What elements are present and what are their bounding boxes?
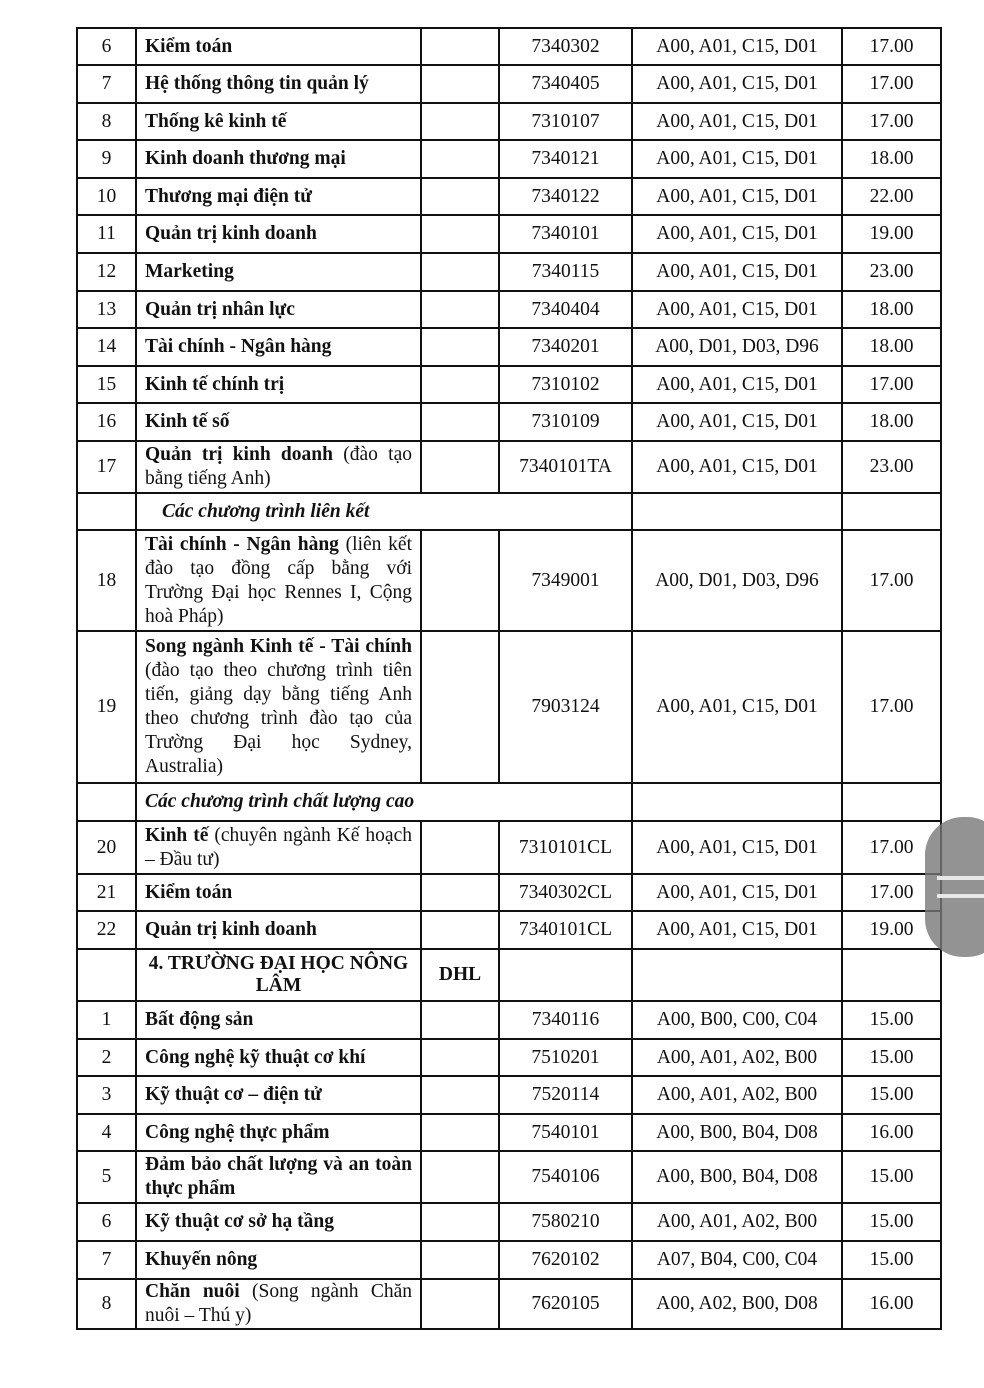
subject-combination: A00, A01, C15, D01 <box>632 178 842 215</box>
major-name: Marketing <box>145 261 234 282</box>
institution-code <box>421 215 499 253</box>
major-name-cell <box>136 403 421 441</box>
cutoff-score: 19.00 <box>842 911 941 949</box>
table-row <box>77 28 941 65</box>
major-code: 7310101CL <box>499 821 632 874</box>
major-note: (Song ngành Chăn nuôi – Thú y) <box>145 1281 412 1326</box>
table-row <box>77 874 941 911</box>
cutoff-score: 18.00 <box>842 328 941 366</box>
subject-combination: A00, A01, C15, D01 <box>632 291 842 328</box>
major-code: 7340101TA <box>499 441 632 493</box>
subject-combination: A00, B00, C00, C04 <box>632 1001 842 1039</box>
major-code: 7340101 <box>499 215 632 253</box>
row-number: 16 <box>77 403 136 441</box>
major-code: 7540101 <box>499 1114 632 1151</box>
table-row <box>77 65 941 103</box>
cutoff-score: 17.00 <box>842 821 941 874</box>
major-code: 7310107 <box>499 103 632 140</box>
major-code: 7340121 <box>499 140 632 178</box>
cutoff-score: 23.00 <box>842 253 941 291</box>
subject-combination: A00, A01, A02, B00 <box>632 1039 842 1076</box>
major-name-cell <box>136 140 421 178</box>
major-name: Thương mại điện tử <box>145 185 312 207</box>
row-number: 19 <box>77 631 136 783</box>
major-name-cell <box>136 1076 421 1114</box>
row-number: 4 <box>77 1114 136 1151</box>
major-name: Quản trị nhân lực <box>145 298 295 320</box>
subject-combination: A07, B04, C00, C04 <box>632 1241 842 1279</box>
section-row <box>77 493 941 530</box>
institution-code <box>421 403 499 441</box>
institution-code <box>421 28 499 65</box>
major-name: Thống kê kinh tế <box>145 110 287 132</box>
major-name-cell <box>136 1001 421 1039</box>
subject-combination: A00, A01, C15, D01 <box>632 253 842 291</box>
major-name: Kỹ thuật cơ sở hạ tầng <box>145 1211 334 1232</box>
cutoff-score: 15.00 <box>842 1241 941 1279</box>
row-number: 17 <box>77 441 136 493</box>
section-row <box>77 783 941 821</box>
table-row <box>77 328 941 366</box>
major-name-cell <box>136 28 421 65</box>
empty-cell <box>77 949 136 1001</box>
subject-combination: A00, B00, B04, D08 <box>632 1114 842 1151</box>
table-row <box>77 911 941 949</box>
major-name-cell <box>136 1114 421 1151</box>
subject-combination: A00, A01, C15, D01 <box>632 441 842 493</box>
institution-code <box>421 1114 499 1151</box>
table-row <box>77 821 941 874</box>
row-number: 15 <box>77 366 136 403</box>
cutoff-score: 15.00 <box>842 1001 941 1039</box>
institution-code <box>421 178 499 215</box>
cutoff-score: 15.00 <box>842 1076 941 1114</box>
major-name-cell <box>136 1241 421 1279</box>
major-name-cell <box>136 1279 421 1329</box>
institution-code <box>421 1203 499 1241</box>
institution-code <box>421 328 499 366</box>
row-number: 11 <box>77 215 136 253</box>
major-code: 7340405 <box>499 65 632 103</box>
cutoff-score: 17.00 <box>842 530 941 631</box>
table-row <box>77 441 941 493</box>
cutoff-score: 19.00 <box>842 215 941 253</box>
row-number: 14 <box>77 328 136 366</box>
section-title: Các chương trình liên kết <box>136 493 632 530</box>
cutoff-score: 16.00 <box>842 1114 941 1151</box>
row-number: 20 <box>77 821 136 874</box>
major-name-cell <box>136 631 421 783</box>
table-row <box>77 1241 941 1279</box>
cutoff-score: 16.00 <box>842 1279 941 1329</box>
major-code: 7620105 <box>499 1279 632 1329</box>
table-row <box>77 291 941 328</box>
cutoff-score: 17.00 <box>842 631 941 783</box>
empty-cell <box>77 783 136 821</box>
major-name-cell <box>136 1039 421 1076</box>
table-row <box>77 140 941 178</box>
row-number: 12 <box>77 253 136 291</box>
subject-combination: A00, A01, A02, B00 <box>632 1076 842 1114</box>
table-row <box>77 1203 941 1241</box>
major-name: Quản trị kinh doanh <box>145 444 333 465</box>
subject-combination: A00, A01, C15, D01 <box>632 874 842 911</box>
institution-code <box>421 1241 499 1279</box>
major-code: 7340302 <box>499 28 632 65</box>
admission-score-table <box>76 27 942 1330</box>
grip-line-icon <box>937 894 984 898</box>
subject-combination: A00, A01, A02, B00 <box>632 1203 842 1241</box>
major-code: 7349001 <box>499 530 632 631</box>
major-code: 7580210 <box>499 1203 632 1241</box>
table-row <box>77 178 941 215</box>
table-row <box>77 366 941 403</box>
table-row <box>77 530 941 631</box>
subject-combination: A00, D01, D03, D96 <box>632 530 842 631</box>
row-number: 8 <box>77 103 136 140</box>
cutoff-score: 17.00 <box>842 28 941 65</box>
institution-code <box>421 366 499 403</box>
cutoff-score: 18.00 <box>842 291 941 328</box>
major-note: (đào tạo bằng tiếng Anh) <box>145 444 412 489</box>
major-name: Chăn nuôi <box>145 1281 240 1302</box>
subject-combination: A00, A01, C15, D01 <box>632 366 842 403</box>
school-row <box>77 949 941 1001</box>
cutoff-score: 18.00 <box>842 140 941 178</box>
major-name: Kỹ thuật cơ – điện tử <box>145 1084 322 1105</box>
row-number: 2 <box>77 1039 136 1076</box>
table-row <box>77 1114 941 1151</box>
major-name-cell <box>136 1151 421 1203</box>
major-name: Kinh doanh thương mại <box>145 148 346 169</box>
major-code: 7310102 <box>499 366 632 403</box>
major-code: 7340116 <box>499 1001 632 1039</box>
major-code: 7903124 <box>499 631 632 783</box>
table-row <box>77 1001 941 1039</box>
major-name-cell <box>136 65 421 103</box>
empty-cell <box>632 949 842 1001</box>
empty-cell <box>632 493 842 530</box>
table-row <box>77 1039 941 1076</box>
major-name-cell <box>136 103 421 140</box>
row-number: 22 <box>77 911 136 949</box>
cutoff-score: 15.00 <box>842 1203 941 1241</box>
major-name-cell <box>136 441 421 493</box>
major-note: (đào tạo theo chương trình tiên tiến, giảng dạy bằng tiếng Anh theo chương trình đào tạo của Trường Đại học Sydney, Australia) <box>145 660 412 777</box>
major-name-cell <box>136 911 421 949</box>
major-name: Tài chính - Ngân hàng <box>145 533 339 555</box>
institution-code <box>421 530 499 631</box>
major-name-cell <box>136 821 421 874</box>
major-name: Công nghệ kỹ thuật cơ khí <box>145 1046 366 1068</box>
cutoff-score: 17.00 <box>842 65 941 103</box>
table-row <box>77 631 941 783</box>
major-name: Tài chính - Ngân hàng <box>145 336 332 357</box>
major-name: Kinh tế số <box>145 411 230 432</box>
institution-code <box>421 65 499 103</box>
major-name-cell <box>136 291 421 328</box>
major-name: Quản trị kinh doanh <box>145 223 317 244</box>
subject-combination: A00, B00, B04, D08 <box>632 1151 842 1203</box>
cutoff-score: 15.00 <box>842 1151 941 1203</box>
subject-combination: A00, A01, C15, D01 <box>632 403 842 441</box>
empty-cell <box>842 493 941 530</box>
institution-code <box>421 140 499 178</box>
table-row <box>77 103 941 140</box>
cutoff-score: 17.00 <box>842 103 941 140</box>
row-number: 9 <box>77 140 136 178</box>
institution-code <box>421 1151 499 1203</box>
subject-combination: A00, A01, C15, D01 <box>632 140 842 178</box>
major-note: (chuyên ngành Kế hoạch – Đầu tư) <box>145 824 412 870</box>
major-code: 7510201 <box>499 1039 632 1076</box>
major-code: 7340115 <box>499 253 632 291</box>
institution-code <box>421 911 499 949</box>
subject-combination: A00, A01, C15, D01 <box>632 911 842 949</box>
institution-code <box>421 103 499 140</box>
row-number: 18 <box>77 530 136 631</box>
major-name-cell <box>136 328 421 366</box>
subject-combination: A00, A01, C15, D01 <box>632 65 842 103</box>
major-name: Khuyến nông <box>145 1249 258 1270</box>
major-name: Kinh tế chính trị <box>145 373 285 395</box>
major-name: Kiểm toán <box>145 35 233 57</box>
major-code: 7340404 <box>499 291 632 328</box>
institution-code <box>421 441 499 493</box>
major-name: Quản trị kinh doanh <box>145 919 317 940</box>
major-name: Song ngành Kinh tế - Tài chính <box>145 636 412 657</box>
major-code: 7310109 <box>499 403 632 441</box>
major-code: 7340302CL <box>499 874 632 911</box>
row-number: 1 <box>77 1001 136 1039</box>
major-name-cell <box>136 215 421 253</box>
institution-code <box>421 821 499 874</box>
table-row <box>77 215 941 253</box>
row-number: 7 <box>77 65 136 103</box>
major-name: Kinh tế <box>145 824 209 846</box>
row-number: 3 <box>77 1076 136 1114</box>
subject-combination: A00, A01, C15, D01 <box>632 631 842 783</box>
cutoff-score: 17.00 <box>842 874 941 911</box>
institution-code <box>421 631 499 783</box>
subject-combination: A00, A01, C15, D01 <box>632 103 842 140</box>
section-title: Các chương trình chất lượng cao <box>136 783 632 821</box>
empty-cell <box>842 783 941 821</box>
row-number: 8 <box>77 1279 136 1329</box>
major-name-cell <box>136 253 421 291</box>
subject-combination: A00, A01, C15, D01 <box>632 28 842 65</box>
row-number: 10 <box>77 178 136 215</box>
school-title: 4. TRƯỜNG ĐẠI HỌC NÔNG LÂM <box>136 949 421 1001</box>
subject-combination: A00, D01, D03, D96 <box>632 328 842 366</box>
institution-code <box>421 1279 499 1329</box>
cutoff-score: 17.00 <box>842 366 941 403</box>
major-code: 7340122 <box>499 178 632 215</box>
empty-cell <box>77 493 136 530</box>
scroll-handle[interactable] <box>925 817 984 957</box>
cutoff-score: 23.00 <box>842 441 941 493</box>
major-name: Kiểm toán <box>145 881 233 903</box>
major-code: 7620102 <box>499 1241 632 1279</box>
major-name: Công nghệ thực phẩm <box>145 1121 330 1143</box>
row-number: 6 <box>77 1203 136 1241</box>
institution-code: DHL <box>421 949 499 1001</box>
table-row <box>77 1279 941 1329</box>
institution-code <box>421 1076 499 1114</box>
major-name: Bất động sản <box>145 1009 254 1030</box>
institution-code <box>421 1039 499 1076</box>
major-name: Hệ thống thông tin quản lý <box>145 73 369 94</box>
cutoff-score: 22.00 <box>842 178 941 215</box>
major-name-cell <box>136 366 421 403</box>
grip-line-icon <box>937 876 984 880</box>
row-number: 13 <box>77 291 136 328</box>
major-code: 7340101CL <box>499 911 632 949</box>
major-name-cell <box>136 874 421 911</box>
subject-combination: A00, A01, C15, D01 <box>632 215 842 253</box>
row-number: 5 <box>77 1151 136 1203</box>
major-code: 7540106 <box>499 1151 632 1203</box>
institution-code <box>421 874 499 911</box>
row-number: 7 <box>77 1241 136 1279</box>
table-row <box>77 253 941 291</box>
institution-code <box>421 291 499 328</box>
subject-combination: A00, A02, B00, D08 <box>632 1279 842 1329</box>
major-code: 7340201 <box>499 328 632 366</box>
institution-code <box>421 1001 499 1039</box>
major-name-cell <box>136 1203 421 1241</box>
major-name: Đảm bảo chất lượng và an toàn thực phẩm <box>145 1154 412 1199</box>
major-name-cell <box>136 530 421 631</box>
empty-cell <box>499 949 632 1001</box>
table-row <box>77 1076 941 1114</box>
major-name-cell <box>136 178 421 215</box>
table-row <box>77 403 941 441</box>
empty-cell <box>632 783 842 821</box>
row-number: 6 <box>77 28 136 65</box>
major-code: 7520114 <box>499 1076 632 1114</box>
empty-cell <box>842 949 941 1001</box>
subject-combination: A00, A01, C15, D01 <box>632 821 842 874</box>
major-note: (liên kết đào tạo đồng cấp bằng với Trường Đại học Rennes I, Cộng hoà Pháp) <box>145 533 412 627</box>
table-row <box>77 1151 941 1203</box>
cutoff-score: 15.00 <box>842 1039 941 1076</box>
cutoff-score: 18.00 <box>842 403 941 441</box>
row-number: 21 <box>77 874 136 911</box>
institution-code <box>421 253 499 291</box>
